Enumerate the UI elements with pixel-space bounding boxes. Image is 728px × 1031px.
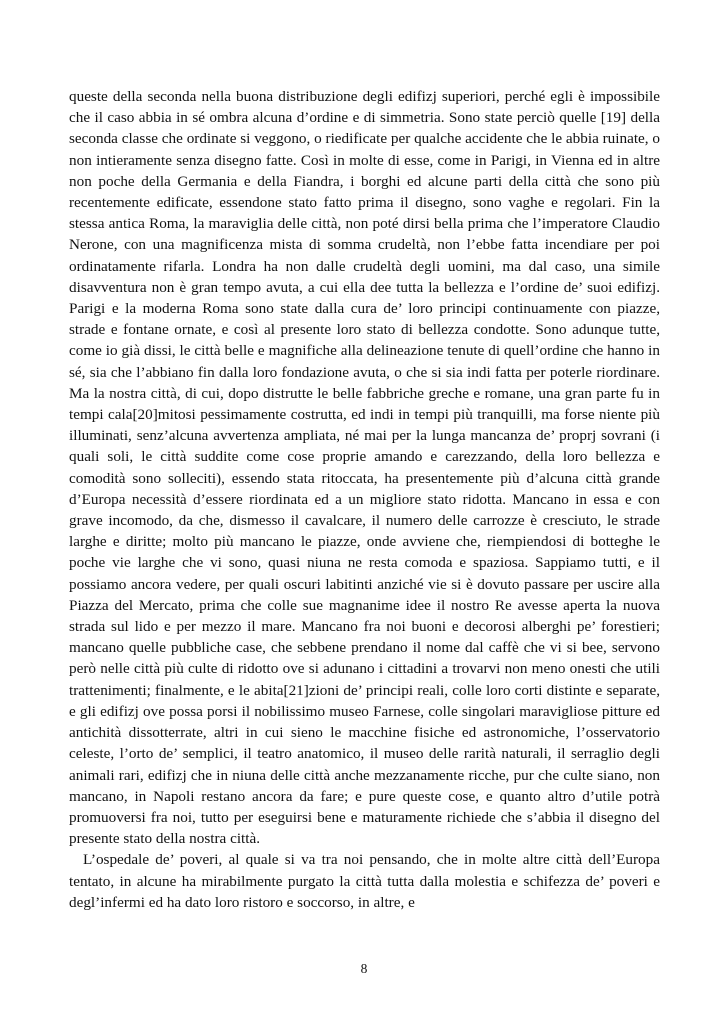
body-paragraph: queste della seconda nella buona distribuzione degli edifizj superiori, perché egli è impossibile che il caso abbia in sé ombra alcuna d’ordine e di simmetria. Sono state perciò quelle [19] della seconda classe che ordinate si veggono, o riedificate per qualche accidente che le abbia ruinate, o non intieramente senza disegno fatte. Così in molte di esse, come in Parigi, in Vienna ed in altre non poche della Germania e della Fiandra, i borghi ed alcune parti della città che sono più recentemente edificate, essendone stato fatto prima il disegno, sono vaghe e regolari. Fin la stessa antica Roma, la maraviglia delle città, non poté dirsi bella prima che l’imperatore Claudio Nerone, con una magnificenza mista di somma crudeltà, non l’ebbe fatta incendiare per poi ordinatamente rifarla. Londra ha non dalle crudeltà degli uomini, ma dal caso, una simile disavventura non è gran tempo avuta, a cui ella dee tutta la bellezza e l’ordine de’ suoi edifizj. Parigi e la moderna Roma sono state dalla cura de’ loro principi continuamente con piazze, strade e fontane ornate, e così al presente loro stato di bellezza condotte. Sono adunque tutte, come io già dissi, le città belle e magnifiche alla delineazione tenute di quell’ordine che hanno in sé, sia che l’abbiano fin dalla loro fondazione avuta, o che si sia indi fatta per poterle riordinare. Ma la nostra città, di cui, dopo distrutte le belle fabbriche greche e romane, una gran parte fu in tempi cala[20]mitosi pessimamente costrutta, ed indi in tempi più tranquilli, ma forse niente più illuminati, senz’alcuna avvertenza ampliata, né mai per la lunga mancanza de’ proprj sovrani (i quali soli, le città suddite come cose proprie amando e carezzando, della loro bellezza e comodità sono solleciti), essendo stata ritoccata, ha presentemente più d’alcuna città grande d’Europa necessità d’essere riordinata ed a un migliore stato ridotta. Mancano in essa e con grave incomodo, da che, dismesso il cavalcare, il numero delle carrozze è cresciuto, le strade larghe e diritte; molto più mancano le piazze, onde avviene che, riempiendosi di botteghe le poche vie larghe che vi sono, quasi niuna ne resta comoda e spaziosa. Sappiamo tutti, e il possiamo ancora vedere, per quali oscuri labitinti anziché vie si è dovuto passare per uscire alla Piazza del Mercato, prima che colle sue magnanime idee il nostro Re avesse aperta la nuova strada sul lido e per mezzo il mare. Mancano fra noi buoni e decorosi alberghi pe’ forestieri; mancano quelle pubbliche case, che sebbene prendano il nome dal caffè che vi si bee, servono però nelle città più culte di ridotto ove si adunano i cittadini a trovarvi non meno onesti che utili trattenimenti; finalmente, e le abita[21]zioni de’ principi reali, colle loro corti distinte e separate, e gli edifizj ove possa porsi il nobilissimo museo Farnese, colle singolari maravigliose pitture ed antichità dissotterrate, altri in cui sieno le macchine fisiche ed astronomiche, l’osservatorio celeste, l’orto de’ semplici, il teatro anatomico, il museo delle rarità naturali, il serraglio degli animali rari, edifizj che in niuna delle città anche mezzanamente ricche, pur che culte siano, non mancano, in Napoli restano ancora da fare; e pure queste cose, e quanto altro d’utile potrà promuoversi fra noi, tutto per eseguirsi bene e maturamente richiede che s’abbia il disegno del presente stato della nostra città.: [69, 88, 660, 848]
page-number: 8: [360, 961, 368, 976]
document-page: [69, 86, 660, 913]
body-paragraph: L’ospedale de’ poveri, al quale si va tra noi pensando, che in molte altre città dell’Europa tentato, in alcune ha mirabilmente purgato la città tutta dalla molestia e schifezza de’ poveri e degl’infermi ed ha dato loro ristoro e soccorso, in altre, e: [69, 851, 660, 911]
